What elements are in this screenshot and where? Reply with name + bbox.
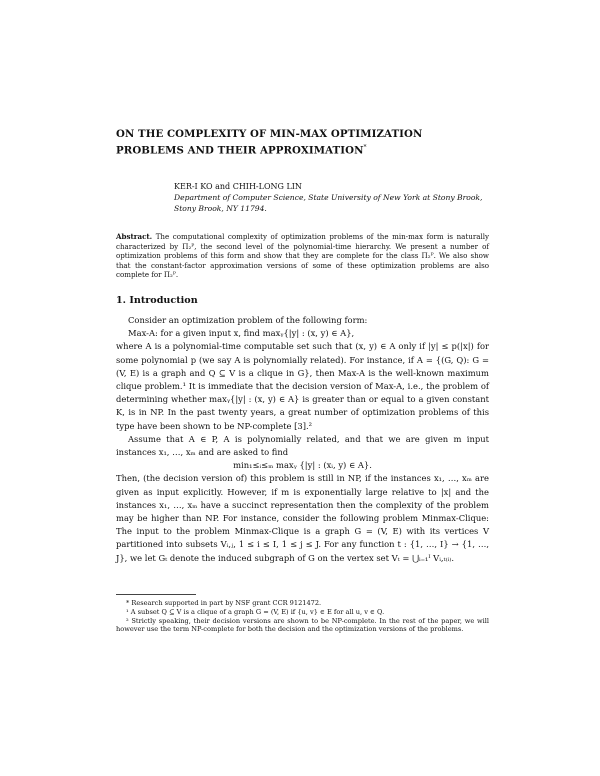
abstract-label: Abstract. (116, 232, 153, 241)
title-line-2-text: PROBLEMS AND THEIR APPROXIMATION (116, 144, 364, 157)
author-block (174, 181, 504, 214)
paragraph-2: Max-A: for a given input x, find maxᵧ{|y| : (x, y) ∈ A}, (128, 328, 355, 339)
title-footnote-mark: * (363, 144, 367, 151)
abstract (116, 232, 489, 280)
footnotes (116, 594, 489, 634)
display-equation: min₁≤ᵢ≤ₘ maxᵧ {|y| : (xᵢ, y) ∈ A}. (233, 460, 372, 471)
footnote-0: * Research supported in part by NSF grant CCR 9121472. (126, 599, 322, 607)
paragraph-4: Assume that A ∈ P, A is polynomially related, and that we are given m input instances x₁, …, xₘ and are asked to find (116, 433, 489, 458)
title-line-1: ON THE COMPLEXITY OF MIN-MAX OPTIMIZATION (116, 128, 423, 140)
abstract-text: The computational complexity of optimization problems of the min-max form is naturally characterized by Π₂ᴾ, the second level of the polynomial-time hierarchy. We present a number of optimization problems of this form and show that they are complete for the class Π₂ᴾ. We also show that the constant-factor approximation versions of some of these optimization problems are also complete for Π₂ᴾ. (116, 232, 489, 280)
title-line-2 (116, 141, 476, 157)
author-names: KER-I KO and CHIH-LONG LIN (174, 182, 302, 191)
affiliation-line-2: Stony Brook, NY 11794. (174, 204, 267, 213)
section-heading: 1. Introduction (116, 295, 198, 306)
footnote-1: ¹ A subset Q ⊆ V is a clique of a graph G = (V, E) if {u, v} ∈ E for all u, v ∈ Q. (126, 607, 385, 616)
footnote-rule (116, 594, 196, 595)
paragraph-5: Then, (the decision version of) this problem is still in NP, if the instances x₁, …, xₘ are given as input explicitly. However, if m is exponentially large relative to |x| and the instances x₁, …, xₘ have a succinct representation then the complexity of the problem may be higher than NP. For instance, consider the following problem Minmax-Clique: The input to the problem Minmax-Clique is a graph G = (V, E) with its vertices V partitioned into subsets Vᵢ,ⱼ, 1 ≤ i ≤ I, 1 ≤ j ≤ J. For any function t : {1, …, I} → {1, …, J}, we let Gₜ denote the induced subgraph of G on the vertex set Vₜ = ⋃ᵢ₌₁ᴵ Vᵢ,ₜ₍ᵢ₎. (116, 473, 489, 563)
section-body (116, 314, 489, 565)
paper-title (116, 128, 476, 157)
paragraph-1: Consider an optimization problem of the following form: (128, 315, 368, 325)
affiliation-line-1: Department of Computer Science, State University of New York at Stony Brook, (174, 193, 483, 202)
paragraph-3: where A is a polynomial-time computable set such that (x, y) ∈ A only if |y| ≤ p(|x|) for some polynomial p (we say A is polynomially related). For instance, if A = {(G, Q): G = (V, E) is a graph and Q ⊆ V is a clique in G}, then Max-A is the well-known maximum clique problem.¹ It is immediate that the decision version of Max-A, i.e., the problem of determining whether maxᵧ{|y| : (x, y) ∈ A} is greater than or equal to a given constant K, is in NP. In the past twenty years, a great number of optimization problems of this type have been shown to be NP-complete [3].² (116, 341, 489, 431)
footnote-2: ² Strictly speaking, their decision versions are shown to be NP-complete. In the rest of the paper, we will however use the term NP-complete for both the decision and the optimization versions of the problems. (116, 616, 489, 634)
